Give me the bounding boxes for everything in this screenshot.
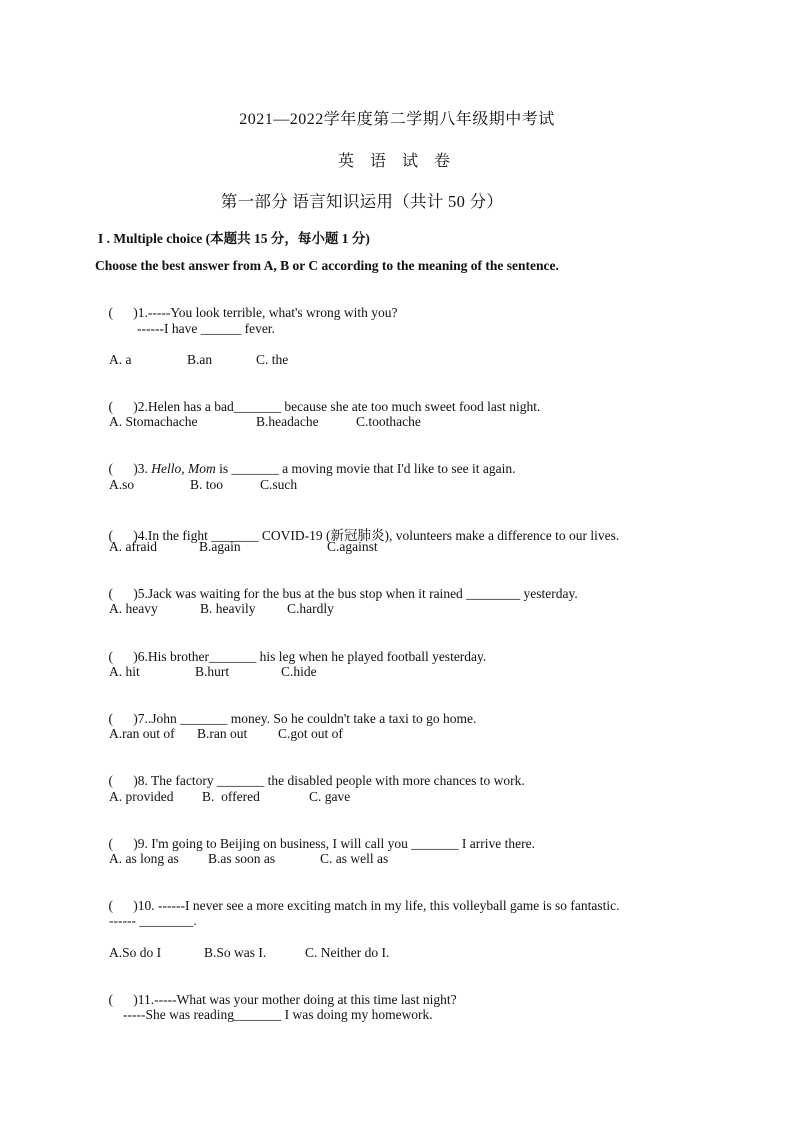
option-c: C.toothache <box>356 414 421 429</box>
option-c: C. gave <box>309 789 351 804</box>
answer-bracket: ( ) <box>108 528 138 543</box>
section-heading: I . Multiple choice (本题共 15 分，每小题 1 分) <box>98 231 370 246</box>
answer-bracket: ( ) <box>108 836 138 851</box>
question-text: 10. ------I never see a more exciting match in my life, this volleyball game is so fantastic. <box>137 898 620 913</box>
question-text-prefix: 3. <box>137 461 152 476</box>
question-text: 8. The factory _______ the disabled people with more chances to work. <box>137 773 525 788</box>
question-text: 9. I'm going to Beijing on business, I will call you _______ I arrive there. <box>137 836 535 851</box>
section-instruction: Choose the best answer from A, B or C according to the meaning of the sentence. <box>95 258 559 273</box>
answer-bracket: ( ) <box>108 898 138 913</box>
question-text: 1.-----You look terrible, what's wrong with you? <box>137 305 398 320</box>
option-b: B.again <box>199 539 241 554</box>
question-5 <box>95 570 578 618</box>
option-a: A. heavy <box>109 601 158 616</box>
question-text: 5.Jack was waiting for the bus at the bus stop when it rained ________ yesterday. <box>137 586 578 601</box>
option-a: A.So do I <box>109 945 162 960</box>
option-c: C. the <box>256 352 289 367</box>
exam-subtitle: 英 语 试 卷 <box>337 153 456 170</box>
question-text: 6.His brother_______ his leg when he played football yesterday. <box>137 649 487 664</box>
answer-bracket: ( ) <box>108 992 138 1007</box>
part-heading: 第一部分 语言知识运用（共计 50 分） <box>220 192 504 211</box>
exam-title: 2021—2022学年度第二学期八年级期中考试 <box>239 111 555 128</box>
answer-bracket: ( ) <box>108 773 138 788</box>
answer-bracket: ( ) <box>108 649 138 664</box>
option-a: A. a <box>109 352 132 367</box>
option-a: A. hit <box>109 664 140 679</box>
option-a: A. Stomachache <box>109 414 198 429</box>
option-c: C.hide <box>281 664 317 679</box>
option-b: B.headache <box>256 414 319 429</box>
option-a: A.so <box>109 477 135 492</box>
option-b: B. heavily <box>200 601 256 616</box>
option-a: A. afraid <box>109 539 157 554</box>
question-text-suffix: is _______ a moving movie that I'd like to see it again. <box>215 461 516 476</box>
question-3 <box>95 445 516 493</box>
question-10-reply: ------ ________. <box>109 913 197 928</box>
option-b: B.as soon as <box>208 851 276 866</box>
question-text: 11.-----What was your mother doing at this time last night? <box>137 992 457 1007</box>
question-11-reply: -----She was reading_______ I was doing my homework. <box>123 1007 433 1022</box>
option-c: C. Neither do I. <box>305 945 390 960</box>
option-c: C.hardly <box>287 601 334 616</box>
option-c: C.against <box>327 539 378 554</box>
question-text: 4.In the fight _______ COVID-19 (新冠肺炎), volunteers make a difference to our lives. <box>137 528 620 543</box>
question-1-reply: ------I have ______ fever. <box>137 321 275 336</box>
option-b: B. offered <box>202 789 260 804</box>
option-a: A. as long as <box>109 851 179 866</box>
option-c: C.such <box>260 477 298 492</box>
movie-title: Hello, Mom <box>151 461 216 476</box>
answer-bracket: ( ) <box>108 305 138 320</box>
option-b: B.hurt <box>195 664 230 679</box>
answer-bracket: ( ) <box>108 711 138 726</box>
option-c: C.got out of <box>278 726 343 741</box>
question-text: 2.Helen has a bad_______ because she ate too much sweet food last night. <box>137 399 541 414</box>
answer-bracket: ( ) <box>108 399 138 414</box>
option-b: B.an <box>187 352 213 367</box>
answer-bracket: ( ) <box>108 461 138 476</box>
option-a: A. provided <box>109 789 174 804</box>
question-text: 7..John _______ money. So he couldn't take a taxi to go home. <box>137 711 477 726</box>
option-a: A.ran out of <box>109 726 175 741</box>
option-b: B.So was I. <box>204 945 267 960</box>
option-b: B.ran out <box>197 726 248 741</box>
option-c: C. as well as <box>320 851 389 866</box>
option-b: B. too <box>190 477 224 492</box>
answer-bracket: ( ) <box>108 586 138 601</box>
